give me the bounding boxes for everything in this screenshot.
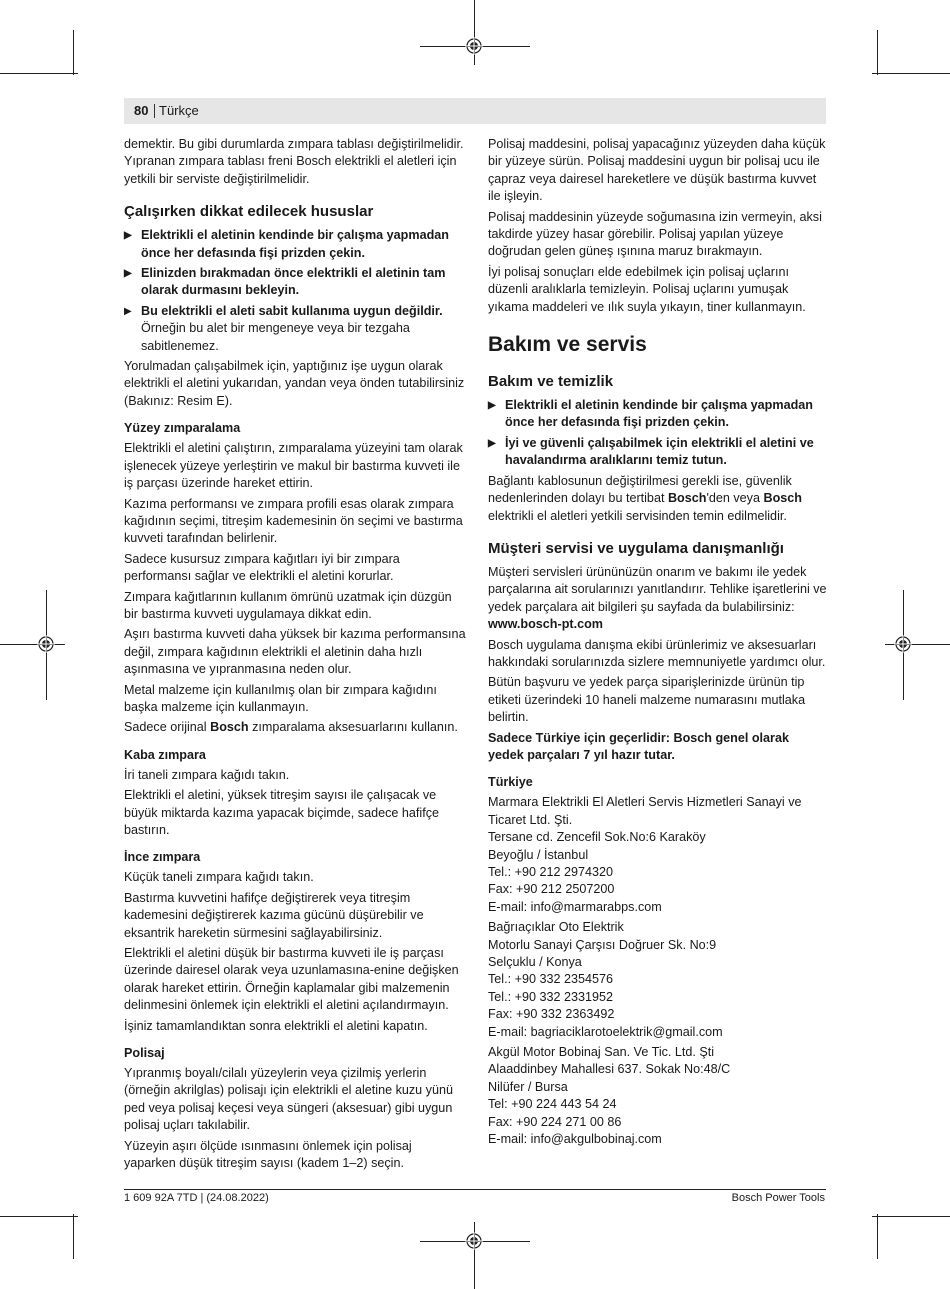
- paragraph: Küçük taneli zımpara kağıdı takın.: [124, 870, 314, 885]
- paragraph: İşiniz tamamlandıktan sonra elektrikli el aletini kapatın.: [124, 1018, 428, 1033]
- document-code: 1 609 92A 7TD | (24.08.2022): [124, 1192, 269, 1204]
- paragraph: Yorulmadan çalışabilmek için, yaptığınız işe uygun olarak elektrikli el aletini yukarıdan, yandan veya önden tutabilirsiniz (Bakınız: Resim E).: [124, 359, 465, 408]
- text: Sadece orijinal: [124, 720, 211, 735]
- text: elektrikli el aletleri yetkili servisinden temin edilmelidir.: [488, 508, 787, 523]
- registration-mark-icon: [465, 37, 483, 55]
- safety-bullet: [124, 227, 466, 262]
- bullet-note: Örneğin bu alet bir mengeneye veya bir tezgaha sabitlenemez.: [141, 321, 410, 353]
- warranty-note: Sadece Türkiye için geçerlidir: Bosch genel olarak yedek parçaları 7 yıl hazır tutar.: [488, 730, 789, 762]
- registration-line: [0, 644, 65, 645]
- header-divider: [154, 104, 155, 118]
- address-line: Motorlu Sanayi Çarşısı Doğruer Sk. No:9: [488, 937, 717, 952]
- intro-paragraph: demektir. Bu gibi durumlarda zımpara tablası değiştirilmelidir. Yıpranan zımpara tablası freni Bosch elektrikli el aletleri için yetkili bir serviste değiştirilmelidir.: [124, 137, 464, 186]
- page-number: 80: [134, 103, 149, 118]
- crop-mark: [877, 30, 878, 75]
- bullet-text: Elektrikli el aletinin kendinde bir çalışma yapmadan önce her defasında fişi prizden çekin.: [505, 398, 813, 430]
- paragraph: Elektrikli el aletini düşük bir bastırma kuvveti ile iş parçası üzerinde dairesel olarak veya uzunlamasına-enine değişken olarak hareket ettirin. Örneğin kaplamalar gibi malzemenin delinmesini önlemek için elektrikli el aletini açılandırmayın.: [124, 946, 459, 1013]
- paragraph: [488, 473, 828, 525]
- phone-line: Tel: +90 224 443 54 24: [488, 1097, 617, 1112]
- section-heading: Müşteri servisi ve uygulama danışmanlığı: [488, 539, 784, 557]
- paragraph: Sadece kusursuz zımpara kağıtları iyi bir zımpara performansı sağlar ve elektrikli el aletini korurlar.: [124, 551, 400, 584]
- subsection-heading: İnce zımpara: [124, 850, 201, 865]
- service-address: [488, 919, 828, 1041]
- paragraph: Bütün başvuru ve yedek parça siparişlerinizde ürünün tip etiketi üzerindeki 10 haneli malzeme numarasını mutlaka belirtin.: [488, 675, 806, 725]
- safety-bullet: [124, 265, 466, 300]
- safety-bullet: [124, 303, 466, 355]
- registration-mark-icon: [894, 635, 912, 653]
- paragraph: Yüzeyin aşırı ölçüde ısınmasını önlemek için polisaj yaparken düşük titreşim sayısı (kadem 1–2) seçin.: [124, 1138, 412, 1171]
- bullet-text: Elektrikli el aletinin kendinde bir çalışma yapmadan önce her defasında fişi prizden çekin.: [141, 228, 449, 260]
- email-line: E-mail: info@marmarabps.com: [488, 899, 662, 914]
- address-line: Alaaddinbey Mahallesi 637. Sokak No:48/C: [488, 1062, 731, 1077]
- subsection-heading: Türkiye: [488, 775, 533, 790]
- phone-line: Tel.: +90 332 2331952: [488, 989, 613, 1004]
- page-header: [124, 98, 826, 124]
- subsection-heading: Polisaj: [124, 1046, 165, 1061]
- paragraph: İyi polisaj sonuçları elde edebilmek için polisaj uçlarını düzenli aralıklarla temizleyin. Polisaj uçlarını yumuşak yıkama maddeleri ve ılık suyla yıkayın, tiner kullanmayın.: [488, 264, 806, 314]
- brand-text: Bosch: [667, 491, 707, 506]
- registration-mark-icon: [465, 1232, 483, 1250]
- email-line: E-mail: bagriaciklarotoelektrik@gmail.com: [488, 1024, 723, 1039]
- website-link[interactable]: www.bosch-pt.com: [488, 617, 603, 632]
- address-line: Marmara Elektrikli El Aletleri Servis Hizmetleri Sanayi ve: [488, 795, 802, 810]
- paragraph: Polisaj maddesinin yüzeyde soğumasına izin vermeyin, aksi takdirde yüzey hasar görebilir. Polisaj yapılan yüzeye doğrudan gelen güneş ışınına maruz bırakmayın.: [488, 209, 822, 259]
- bullet-arrow-icon: ▶: [488, 437, 496, 449]
- service-address: [488, 794, 828, 916]
- address-line: Bağrıaçıklar Oto Elektrik: [488, 920, 624, 935]
- footer-brand: Bosch Power Tools: [731, 1192, 825, 1204]
- paragraph: Kazıma performansı ve zımpara profili esas olarak zımpara kağıdının seçimi, titreşim kademesinin ön seçimi ve bastırma kuvveti tarafından belirlenir.: [124, 496, 463, 546]
- address-line: Nilüfer / Bursa: [488, 1079, 568, 1094]
- address-line: Ticaret Ltd. Şti.: [488, 812, 573, 827]
- subsection-heading: Yüzey zımparalama: [124, 421, 241, 436]
- paragraph: Metal malzeme için kullanılmış olan bir zımpara kağıdını başka malzeme için kullanmayın.: [124, 682, 437, 714]
- paragraph: Zımpara kağıtlarının kullanım ömrünü uzatmak için düzgün bir bastırma kuvveti uygulamaya dikkat edin.: [124, 589, 452, 621]
- crop-mark: [73, 1214, 74, 1259]
- subsection-heading: Kaba zımpara: [124, 747, 206, 762]
- crop-mark: [73, 30, 74, 75]
- paragraph: Bosch uygulama danışma ekibi ürünlerimiz ve aksesuarları hakkındaki sorularınızda sizlere memnuniyetle yardımcı olur.: [488, 637, 826, 669]
- address-line: Selçuklu / Konya: [488, 955, 582, 970]
- address-line: Akgül Motor Bobinaj San. Ve Tic. Ltd. Şti: [488, 1045, 715, 1060]
- paragraph: Müşteri servisleri ürününüzün onarım ve bakımı ile yedek parçalarına ait sorularınızı yanıtlandırır. Tehlike işaretlerini ve yedek parçalara ait bilgileri şu sayfada da bulabilirsiniz:: [488, 564, 827, 614]
- registration-mark-icon: [37, 635, 55, 653]
- phone-line: Tel.: +90 332 2354576: [488, 972, 613, 987]
- service-address: [488, 1044, 828, 1148]
- text: 'den veya: [706, 491, 764, 506]
- paragraph: Yıpranmış boyalı/cilalı yüzeylerin veya çizilmiş yerlerin (örneğin akrilglas) polisajı için elektrikli el aletine kuzu yünü ped veya polisaj keçesi veya süngeri (aksesuar) gibi uygun polisaj uçları takılabilir.: [124, 1066, 453, 1133]
- chapter-heading: Bakım ve servis: [488, 333, 647, 357]
- brand-text: Bosch: [210, 720, 249, 735]
- section-heading: Bakım ve temizlik: [488, 373, 614, 391]
- registration-line: [474, 0, 475, 65]
- paragraph: Aşırı bastırma kuvveti daha yüksek bir kazıma performansına değil, zımpara kağıdının elektrikli el aletinin daha hızlı aşınmasına ve yıpranmasına neden olur.: [124, 627, 466, 677]
- paragraph: [124, 719, 466, 736]
- paragraph: Polisaj maddesini, polisaj yapacağınız yüzeyden daha küçük bir yüzeye sürün. Polisaj maddesini uygun bir polisaj ucu ile çapraz veya dairesel hareketlere ve düşük bastırma kuvvet ile işleyin.: [488, 137, 826, 204]
- crop-mark: [877, 1214, 878, 1259]
- paragraph: İri taneli zımpara kağıdı takın.: [124, 767, 290, 782]
- right-column: [488, 136, 828, 1152]
- paragraph: Elektrikli el aletini, yüksek titreşim sayısı ile çalışacak ve büyük miktarda kazıma yapacak biçimde, sadece hafifçe bastırın.: [124, 788, 439, 837]
- paragraph: Bastırma kuvvetini hafifçe değiştirerek veya titreşim kademesini değiştirerek kazıma gücünü düşürebilir ve eksantrik hareketin sürmesini sağlayabilirsiniz.: [124, 890, 424, 940]
- bullet-arrow-icon: ▶: [124, 305, 132, 317]
- crop-mark: [872, 1216, 950, 1217]
- crop-mark: [872, 73, 950, 74]
- text: Bağlantı kablosunun değiştirilmesi gerekli ise, güvenlik nedenlerinden dolayı bu tertibat: [488, 473, 792, 506]
- address-line: Tersane cd. Zencefil Sok.No:6 Karaköy: [488, 830, 706, 845]
- text: zımparalama aksesuarlarını kullanın.: [248, 720, 458, 735]
- safety-bullet: [488, 435, 828, 470]
- crop-mark: [0, 1216, 78, 1217]
- bullet-text: İyi ve güvenli çalışabilmek için elektrikli el aletini ve havalandırma aralıklarını temiz tutun.: [505, 435, 814, 468]
- fax-line: Fax: +90 332 2363492: [488, 1007, 615, 1022]
- footer-rule: [124, 1189, 826, 1190]
- page-language: Türkçe: [159, 103, 199, 118]
- email-line: E-mail: info@akgulbobinaj.com: [488, 1132, 662, 1147]
- section-heading: Çalışırken dikkat edilecek hususlar: [124, 203, 374, 221]
- paragraph: Elektrikli el aletini çalıştırın, zımparalama yüzeyini tam olarak işlenecek yüzeye yerleştirin ve makul bir bastırma kuvveti ile iş parçası üzerinde hareket ettirin.: [124, 441, 463, 491]
- bullet-text: Elinizden bırakmadan önce elektrikli el aletinin tam olarak durmasını bekleyin.: [141, 266, 446, 298]
- brand-text: Bosch: [763, 491, 802, 506]
- phone-line: Tel.: +90 212 2974320: [488, 865, 613, 879]
- bullet-arrow-icon: ▶: [124, 230, 132, 242]
- safety-bullet: [488, 397, 828, 432]
- left-column: [124, 136, 466, 1176]
- bullet-text: Bu elektrikli el aleti sabit kullanıma uygun değildir.: [141, 303, 443, 318]
- fax-line: Fax: +90 212 2507200: [488, 882, 615, 897]
- address-line: Beyoğlu / İstanbul: [488, 847, 589, 862]
- crop-mark: [0, 73, 78, 74]
- bullet-arrow-icon: ▶: [124, 268, 132, 280]
- bullet-arrow-icon: ▶: [488, 400, 496, 412]
- fax-line: Fax: +90 224 271 00 86: [488, 1114, 622, 1129]
